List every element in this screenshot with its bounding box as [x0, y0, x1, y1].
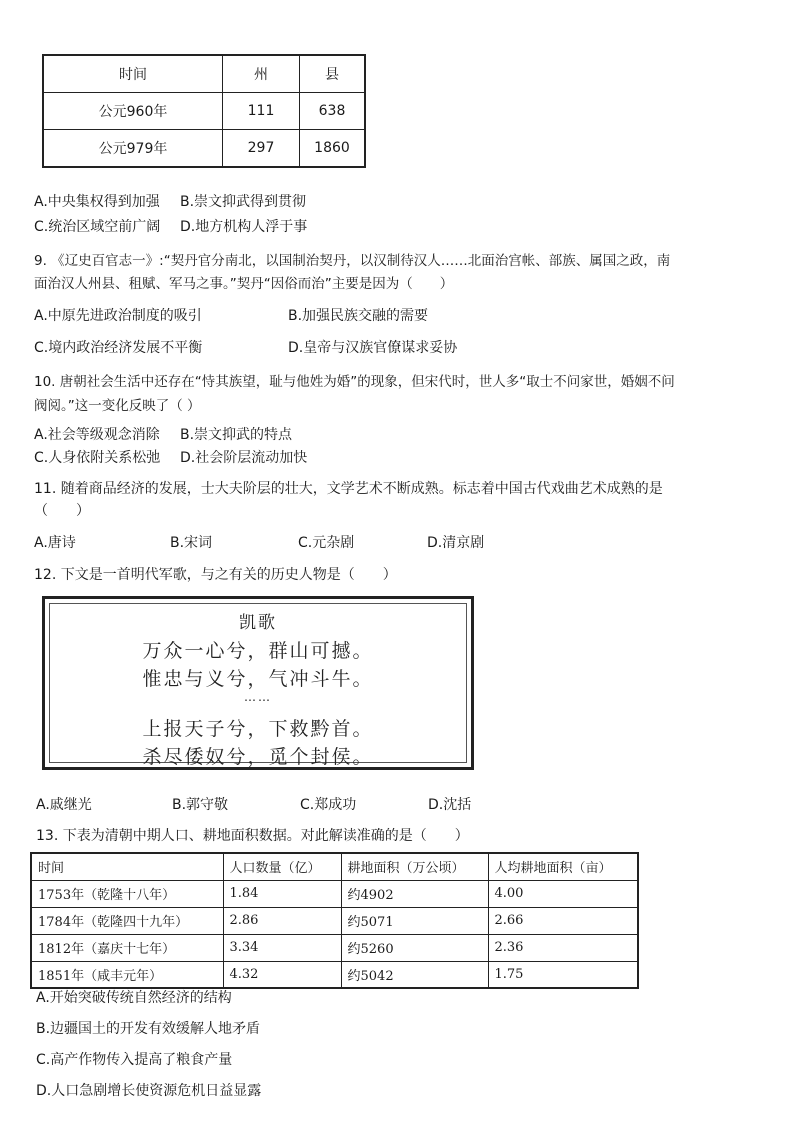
q9-option-c: C.境内政治经济发展不平衡	[34, 340, 203, 356]
q9-stem-line2: 面治汉人州县、租赋、军马之事。”契丹“因俗而治”主要是因为（ ）	[34, 276, 454, 292]
table-cell: 4.32	[223, 961, 341, 988]
table-cell: 2.36	[488, 934, 638, 961]
table-cell: 约4902	[341, 880, 488, 907]
q13-option-a: A.开始突破传统自然经济的结构	[36, 990, 232, 1006]
poem-box	[42, 596, 474, 770]
table-row	[31, 934, 638, 961]
q8-option-b: B.崇文抑武得到贯彻	[180, 194, 307, 210]
q11-option-a: A.唐诗	[34, 535, 76, 551]
table-header-cell: 县	[300, 55, 366, 93]
q12-stem: 12. 下文是一首明代军歌，与之有关的历史人物是（ ）	[34, 567, 397, 583]
table-row	[31, 880, 638, 907]
q10-option-a: A.社会等级观念消除	[34, 427, 160, 443]
q11-option-d: D.清京剧	[427, 535, 485, 551]
q10-option-d: D.社会阶层流动加快	[180, 450, 308, 466]
table-row	[43, 130, 365, 168]
q9-option-d: D.皇帝与汉族官僚谋求妥协	[288, 340, 458, 356]
table-cell: 4.00	[488, 880, 638, 907]
table-header-cell: 时间	[31, 853, 223, 880]
table-header-row	[43, 55, 365, 93]
q12-option-b: B.郭守敬	[172, 797, 229, 813]
q10-option-b: B.崇文抑武的特点	[180, 427, 293, 443]
q13-table	[30, 852, 639, 989]
table-header-cell: 人口数量（亿）	[223, 853, 341, 880]
q13-stem: 13. 下表为清朝中期人口、耕地面积数据。对此解读准确的是（ ）	[36, 828, 469, 844]
q12-option-d: D.沈括	[428, 797, 472, 813]
table-cell: 1.75	[488, 961, 638, 988]
table-header-cell: 时间	[43, 55, 223, 93]
q12-option-a: A.戚继光	[36, 797, 92, 813]
q11-stem-line2: （ ）	[34, 503, 90, 519]
table-row	[31, 961, 638, 988]
q11-option-b: B.宋词	[170, 535, 213, 551]
table-cell: 1860	[300, 130, 366, 168]
poem-line: 万众一心兮，群山可撼。	[142, 640, 374, 662]
table-row	[31, 907, 638, 934]
table-header-cell: 人均耕地面积（亩）	[488, 853, 638, 880]
poem-divider: ……	[244, 690, 272, 704]
table-cell: 2.86	[223, 907, 341, 934]
table-cell: 1812年（嘉庆十七年）	[31, 934, 223, 961]
table-cell: 公元960年	[43, 93, 223, 130]
poem-line: 上报天子兮，下救黔首。	[142, 718, 374, 740]
table-cell: 1784年（乾隆四十九年）	[31, 907, 223, 934]
poem-inner-frame	[49, 603, 467, 768]
q13-option-c: C.高产作物传入提高了粮食产量	[36, 1052, 233, 1068]
table-header-cell: 耕地面积（万公顷）	[341, 853, 488, 880]
q8-table	[42, 54, 366, 168]
table-cell: 111	[223, 93, 300, 130]
table-cell: 1753年（乾隆十八年）	[31, 880, 223, 907]
q10-option-c: C.人身依附关系松弛	[34, 450, 161, 466]
q8-option-d: D.地方机构人浮于事	[180, 219, 308, 235]
q10-stem-line2: 阀阅。”这一变化反映了（ ）	[34, 398, 201, 414]
table-cell: 3.34	[223, 934, 341, 961]
q11-option-c: C.元杂剧	[298, 535, 355, 551]
table-cell: 297	[223, 130, 300, 168]
q10-stem-line1: 10. 唐朝社会生活中还存在“恃其族望，耻与他姓为婚”的现象，但宋代时，世人多“取士不问家世，婚姻不问	[34, 374, 675, 390]
poem-title: 凯歌	[239, 613, 277, 633]
q11-stem-line1: 11. 随着商品经济的发展，士大夫阶层的壮大，文学艺术不断成熟。标志着中国古代戏曲艺术成熟的是	[34, 481, 663, 497]
table-cell: 2.66	[488, 907, 638, 934]
table-cell: 公元979年	[43, 130, 223, 168]
table-header-cell: 州	[223, 55, 300, 93]
q8-option-a: A.中央集权得到加强	[34, 194, 160, 210]
q9-option-b: B.加强民族交融的需要	[288, 308, 429, 324]
table-cell: 约5260	[341, 934, 488, 961]
poem-line: 惟忠与义兮，气冲斗牛。	[142, 668, 374, 690]
table-cell: 约5042	[341, 961, 488, 988]
q9-stem-line1: 9. 《辽史百官志一》:“契丹官分南北，以国制治契丹，以汉制待汉人……北面治宫帐、部族、属国之政，南	[34, 253, 671, 269]
table-cell: 1.84	[223, 880, 341, 907]
q13-option-d: D.人口急剧增长使资源危机日益显露	[36, 1083, 262, 1099]
table-cell: 约5071	[341, 907, 488, 934]
q9-option-a: A.中原先进政治制度的吸引	[34, 308, 202, 324]
table-row	[43, 93, 365, 130]
table-cell: 1851年（咸丰元年）	[31, 961, 223, 988]
q8-option-c: C.统治区域空前广阔	[34, 219, 161, 235]
poem-line: 杀尽倭奴兮，觅个封侯。	[142, 746, 374, 768]
table-header-row	[31, 853, 638, 880]
q13-option-b: B.边疆国土的开发有效缓解人地矛盾	[36, 1021, 261, 1037]
q12-option-c: C.郑成功	[300, 797, 357, 813]
table-cell: 638	[300, 93, 366, 130]
